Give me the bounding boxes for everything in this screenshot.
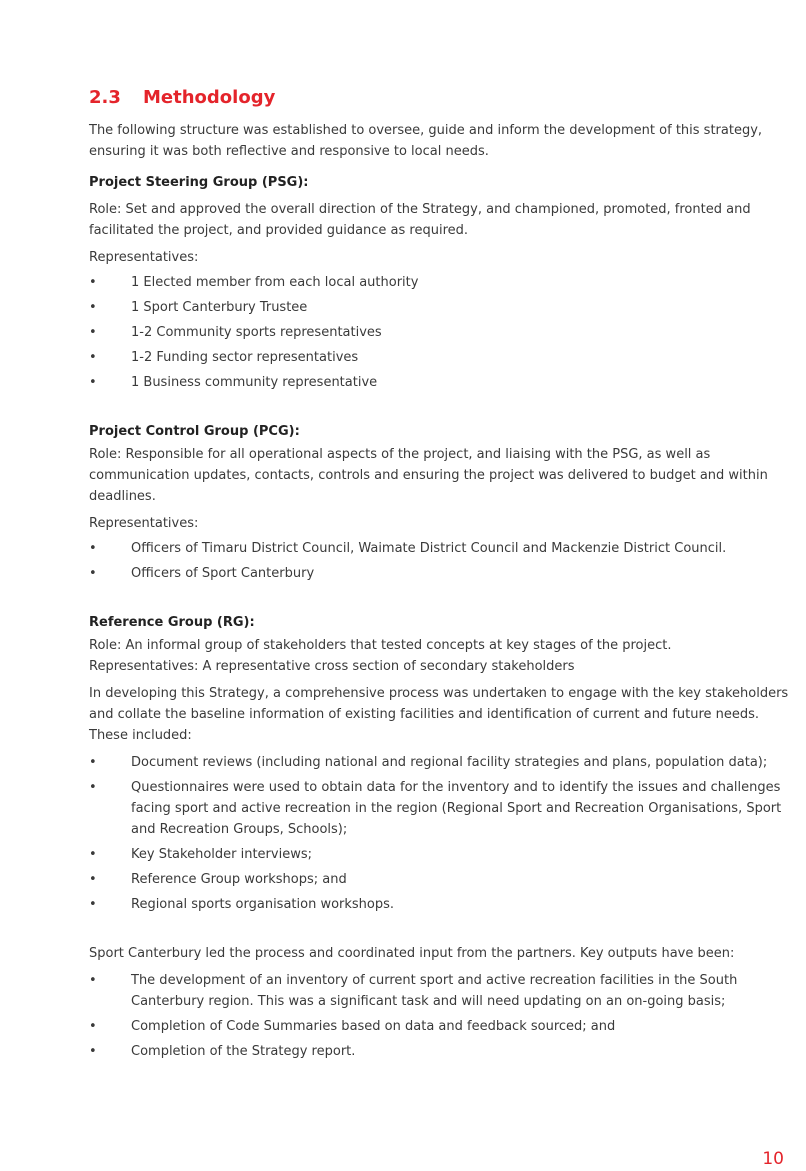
list-item: • Officers of Sport Canterbury — [89, 566, 315, 581]
rg-role: Role: An informal group of stakeholders that tested concepts at key stages of the project. — [89, 638, 672, 653]
section-number: 2.3 — [89, 87, 121, 108]
section-heading — [89, 86, 789, 110]
process-list — [89, 752, 789, 915]
pcg-title: Project Control Group (PCG): — [89, 424, 300, 439]
outputs-list — [89, 970, 789, 1062]
list-item: • Document reviews (including national and regional facility strategies and plans, population data); — [89, 755, 768, 770]
list-item: • Questionnaires were used to obtain data for the inventory and to identify the issues and challenges facing sport and active recreation in the region (Regional Sport and Recreation Organisations, Sport and Recreation Groups, Schools); — [89, 780, 782, 837]
page-number: 10 — [762, 1149, 784, 1169]
list-item: • Reference Group workshops; and — [89, 872, 347, 887]
psg-role: Role: Set and approved the overall direction of the Strategy, and championed, promoted, fronted and facilitated the project, and provided guidance as required. — [89, 202, 751, 238]
psg-reps-list — [89, 272, 789, 393]
list-item: • Officers of Timaru District Council, Waimate District Council and Mackenzie District Council. — [89, 541, 727, 556]
list-item: • Key Stakeholder interviews; — [89, 847, 312, 862]
list-item: • 1 Elected member from each local authority — [89, 275, 419, 290]
list-item: • 1-2 Funding sector representatives — [89, 350, 359, 365]
list-item: • Completion of Code Summaries based on data and feedback sourced; and — [89, 1019, 616, 1034]
pcg-reps-label: Representatives: — [89, 516, 199, 531]
list-item: • Completion of the Strategy report. — [89, 1044, 356, 1059]
intro-paragraph: The following structure was established to oversee, guide and inform the development of this strategy, ensuring it was both reflective and responsive to local needs. — [89, 123, 763, 159]
section-title: Methodology — [143, 87, 276, 108]
psg-title: Project Steering Group (PSG): — [89, 175, 309, 190]
outputs-intro: Sport Canterbury led the process and coordinated input from the partners. Key outputs have been: — [89, 946, 735, 961]
rg-title: Reference Group (RG): — [89, 615, 255, 630]
page-content — [89, 86, 789, 1066]
pcg-role: Role: Responsible for all operational aspects of the project, and liaising with the PSG, as well as communication updates, contacts, controls and ensuring the project was delivered to budget and within deadlines. — [89, 447, 768, 504]
list-item: • 1 Sport Canterbury Trustee — [89, 300, 308, 315]
process-intro: In developing this Strategy, a comprehensive process was undertaken to engage with the key stakeholders and collate the baseline information of existing facilities and identification of current and future needs. These included: — [89, 686, 789, 743]
pcg-reps-list — [89, 538, 789, 584]
list-item: • The development of an inventory of current sport and active recreation facilities in the South Canterbury region. This was a significant task and will need updating on an on-going basis; — [89, 973, 738, 1009]
list-item: • Regional sports organisation workshops. — [89, 897, 395, 912]
list-item: • 1 Business community representative — [89, 375, 378, 390]
rg-reps: Representatives: A representative cross section of secondary stakeholders — [89, 659, 575, 674]
list-item: • 1-2 Community sports representatives — [89, 325, 382, 340]
psg-reps-label: Representatives: — [89, 250, 199, 265]
